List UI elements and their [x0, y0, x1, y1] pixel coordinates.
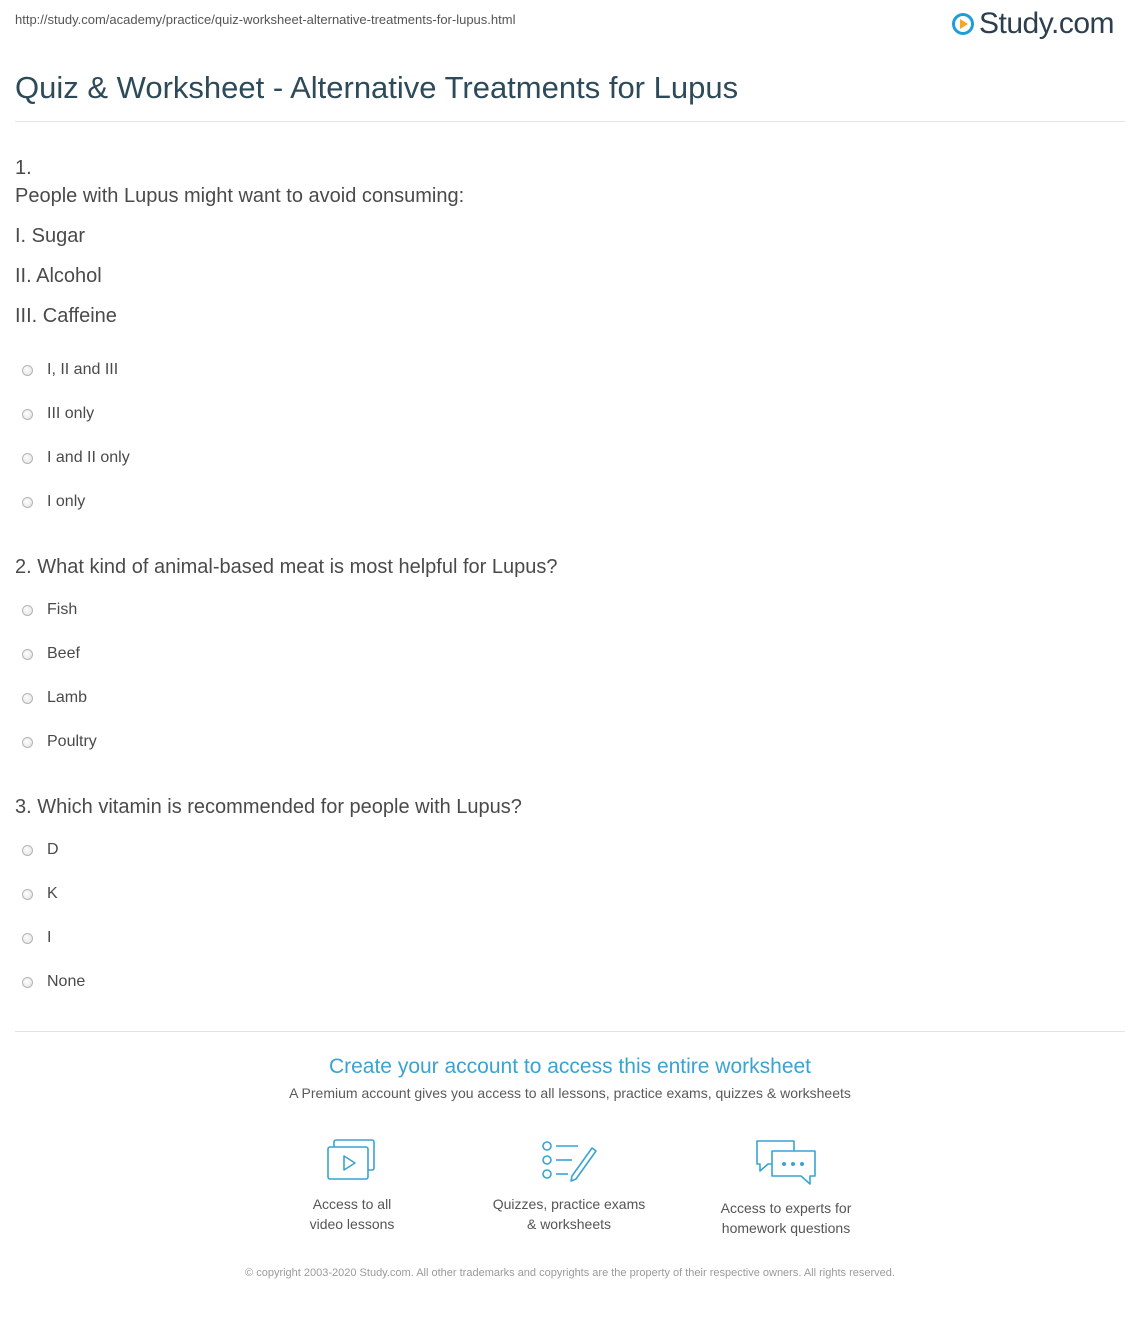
- chat-bubbles-icon: [754, 1138, 818, 1188]
- question-2-option-1[interactable]: [22, 599, 77, 621]
- question-1-number: 1.: [15, 157, 32, 179]
- radio-button[interactable]: [22, 497, 33, 508]
- question-2-option-2[interactable]: [22, 643, 80, 665]
- radio-button[interactable]: [22, 605, 33, 616]
- option-label: III only: [47, 405, 95, 422]
- section-divider: [15, 1031, 1125, 1032]
- radio-button[interactable]: [22, 693, 33, 704]
- title-divider: [15, 121, 1125, 122]
- option-label: K: [47, 885, 58, 902]
- study-logo[interactable]: [952, 8, 1114, 40]
- radio-button[interactable]: [22, 845, 33, 856]
- create-account-link[interactable]: Create your account to access this entire worksheet: [328, 1055, 812, 1078]
- option-label: None: [47, 973, 86, 990]
- radio-button[interactable]: [22, 737, 33, 748]
- option-label: I and II only: [47, 449, 130, 466]
- radio-button[interactable]: [22, 365, 33, 376]
- video-lessons-icon: [326, 1138, 378, 1184]
- question-3-option-2[interactable]: [22, 883, 58, 905]
- option-label: Lamb: [47, 689, 88, 706]
- quiz-checklist-icon: [540, 1138, 598, 1184]
- option-label: D: [47, 841, 59, 858]
- logo-text: Study.com: [979, 7, 1114, 40]
- radio-button[interactable]: [22, 409, 33, 420]
- copyright-text: © copyright 2003-2020 Study.com. All other trademarks and copyrights are the property of their respective owners. All rights reserved.: [245, 1267, 895, 1279]
- study-logo-icon: [952, 13, 974, 35]
- question-1-text: People with Lupus might want to avoid consuming:: [15, 185, 465, 207]
- question-1-option-4[interactable]: [22, 491, 85, 513]
- question-2-text: 2. What kind of animal-based meat is most helpful for Lupus?: [15, 556, 558, 578]
- feature-experts: [686, 1138, 886, 1238]
- feature-label: Access to all video lessons: [309, 1196, 395, 1232]
- option-label: I: [47, 929, 52, 946]
- page-url: http://study.com/academy/practice/quiz-worksheet-alternative-treatments-for-lupus.html: [15, 12, 516, 27]
- question-1-item-1: I. Sugar: [15, 225, 86, 247]
- feature-quizzes: [469, 1138, 669, 1234]
- feature-video-lessons: [252, 1138, 452, 1234]
- page-title: Quiz & Worksheet - Alternative Treatments for Lupus: [15, 70, 739, 105]
- promo-subline: A Premium account gives you access to all lessons, practice exams, quizzes & worksheets: [289, 1085, 851, 1101]
- radio-button[interactable]: [22, 889, 33, 900]
- question-2-option-4[interactable]: [22, 731, 97, 753]
- feature-label: Quizzes, practice exams & worksheets: [492, 1196, 646, 1232]
- question-3-option-3[interactable]: [22, 927, 51, 949]
- question-1-option-1[interactable]: [22, 359, 118, 381]
- option-label: Beef: [47, 645, 80, 662]
- question-1-option-3[interactable]: [22, 447, 130, 469]
- option-label: Poultry: [47, 733, 97, 750]
- feature-label: Access to experts for homework questions: [720, 1200, 852, 1236]
- question-2-option-3[interactable]: [22, 687, 87, 709]
- question-1-item-2: II. Alcohol: [15, 265, 102, 287]
- option-label: Fish: [47, 601, 78, 618]
- option-label: I only: [47, 493, 86, 510]
- question-3-option-1[interactable]: [22, 839, 59, 861]
- radio-button[interactable]: [22, 933, 33, 944]
- option-label: I, II and III: [47, 361, 119, 378]
- radio-button[interactable]: [22, 649, 33, 660]
- radio-button[interactable]: [22, 977, 33, 988]
- radio-button[interactable]: [22, 453, 33, 464]
- question-1-option-2[interactable]: [22, 403, 94, 425]
- question-1-item-3: III. Caffeine: [15, 305, 117, 327]
- question-3-text: 3. Which vitamin is recommended for people with Lupus?: [15, 796, 522, 818]
- question-3-option-4[interactable]: [22, 971, 85, 993]
